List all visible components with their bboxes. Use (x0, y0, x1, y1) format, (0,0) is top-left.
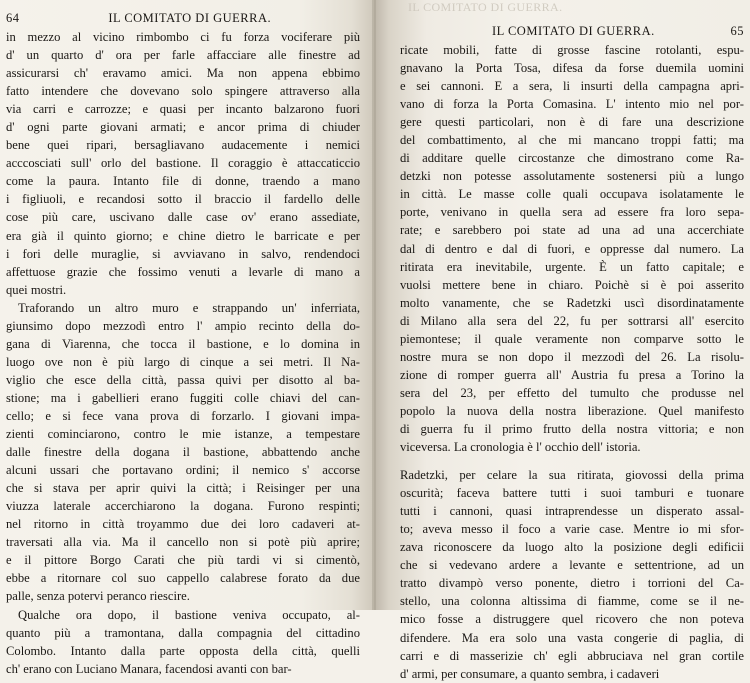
text-line: d' un quarto d' ora per farle affacciare alle finestre ad (6, 48, 360, 63)
text-line: ebbe a ritornare col suo cappello calabrese forato da due (6, 571, 360, 586)
text-line: fatto intendere che dovevano solo spingere attraverso alla (6, 84, 360, 99)
show-through-header: IL COMITATO DI GUERRA. (408, 0, 563, 14)
text-line: dal di dentro e dal di fuori, e oppresse dal numero. La (400, 241, 744, 256)
text-line: nostre mura se non dopo il mezzodì del 26. La risolu- (400, 349, 744, 364)
text-line: piemontese; il quale veramente non comparve sotto le (400, 331, 744, 346)
text-line: i fori delle muraglie, si avviavano in salvo, rendendoci (6, 246, 360, 261)
text-line: vuolsi mettere bene in chiaro. Poichè si è poi asserito (400, 277, 744, 292)
text-line: acccosciati sull' orlo del bastione. Il coraggio è attaccaticcio (6, 156, 360, 171)
text-line: alcuni ussari che portavano ordini; il nemico s' accorse (6, 463, 360, 478)
text-line: luogo ove non è più largo di cinque a sei metri. Il Na- (6, 354, 360, 369)
right-page-text (400, 41, 744, 683)
text-line: che si stava per aprir quivi la città; i Reisinger per una (6, 481, 360, 496)
text-line: Traforando un altro muro e strappando un' inferriata, (18, 300, 360, 315)
text-line: dalle finestre della dogana il bastione, abbattendo anche (6, 445, 360, 460)
text-line: di Milano alla sera del 22, fu per sottrarsi all' esercito (400, 313, 744, 328)
text-line: di additare quelle circostanze che dimostrano come Ra- (400, 151, 744, 166)
text-line: ch' erano con Luciano Manara, facendosi avanti con bar- (6, 661, 292, 676)
text-line: d' armi, per consumare, a quanto sembra, i cadaveri (400, 666, 660, 681)
text-line: tratto divampò verso ponente, dietro i torrioni del Ca- (400, 576, 744, 591)
text-line: assicurarsi ch' eravamo amici. Ma non appena ebbimo (6, 66, 360, 81)
text-line: oscurità; faceva battere tutti i suoi tamburi e tuonare (400, 486, 744, 501)
right-page-header (400, 24, 744, 41)
running-head-left: IL COMITATO DI GUERRA. (108, 11, 272, 25)
text-line: viceversa. La cronologia è l' occhio dell' istoria. (400, 440, 641, 455)
book-gutter (372, 0, 376, 610)
text-line: in mezzo al vicino rimbombo ci fu forza vociferare più (6, 30, 360, 44)
text-line: gnavano la Porta Tosa, difesa da forse duemila uomini (400, 61, 744, 76)
left-page-header (6, 11, 360, 28)
text-line: via carri e carrozze; e quasi per incanto balzarono fuori (6, 102, 360, 117)
text-line: zava riconoscere da luogo alto la posizione degli edificii (400, 540, 744, 555)
text-line: ritirata era inevitabile, urgente. È un fatto capitale; e (400, 259, 744, 274)
right-page (374, 0, 750, 681)
text-line: mico fosse a distruggere quel ricovero che non poteva (400, 612, 744, 627)
text-line: giunsimo dopo mezzodì entro l' ampio recinto della do- (6, 318, 360, 333)
text-line: cose più care, uscivano dalle case ov' erano assediate, (6, 210, 360, 225)
paragraph-gap (400, 456, 744, 466)
text-line: d' ogni parte giovani armati; e ancor prima di chiuder (6, 120, 360, 135)
text-line: to; aveva messo il foco a varie case. Mentre io mi sfor- (400, 522, 744, 537)
text-line: del combattimento, al che mi mancano troppi fatti; ma (400, 133, 744, 148)
text-line: tutti i cannoni, quasi intraprendesse un disperato assal- (400, 504, 744, 519)
text-line: porte, venivano in quella sera ad essere fra loro sepa- (400, 205, 744, 220)
text-line: popolo la nuova della nostra liberazione. Quel manifesto (400, 403, 744, 418)
text-line: zione di romper guerra all' Austria fu presa a Torino la (400, 367, 744, 382)
text-line: di guerra fu il primo frutto della nostra vittoria; e non (400, 421, 744, 436)
text-line: i figliuoli, e recandosi sotto il braccio il fardello delle (6, 192, 360, 207)
text-line: e sei cannoni. E a sera, li insurti della campagna apri- (400, 79, 744, 94)
text-line: Colombo. Intanto dalla parte opposta della città, quelli (6, 643, 360, 658)
text-line: viuzza laterale accerchiarono la dogana. Furono respinti; (6, 499, 360, 514)
text-line: cello; e si fece vana prova di forzarlo. I giovani impa- (6, 408, 360, 423)
text-line: rate; e sarebbero poi state ad una ad una accerchiate (400, 223, 744, 238)
text-line: ricate mobili, fatte di grosse fascine rotolanti, espu- (400, 43, 744, 57)
text-line: nel ritorno in città troyammo due dei loro cadaveri at- (6, 517, 360, 532)
text-line: detzki non potesse assolutamente sostenersi più a lungo (400, 169, 744, 184)
text-line: quanto più a tramontana, dalla compagnia del cittadino (6, 625, 360, 640)
text-line: carri e di masserizie ch' egli abbruciava nel gran cortile (400, 648, 744, 663)
page-number-left: 64 (6, 11, 20, 25)
left-page-text (6, 28, 360, 678)
text-line: palle, senza potervi peranco riescire. (6, 589, 190, 604)
text-line: che si vedevano ardere a levante e settentrione, ad un (400, 558, 744, 573)
page-number-right: 65 (730, 24, 744, 38)
text-line: traversati alla via. Ma il cancello non si potè più aprire; (6, 535, 360, 550)
text-line: bene quei ripari, bersagliavano audacemente i nemici (6, 138, 360, 153)
text-line: era già il quinto giorno; e chine dietro le barricate e per (6, 228, 360, 243)
text-line: affettuose grazie che fossimo venuti a levarle di mano a (6, 264, 360, 279)
text-line: molto vanamente, che se Radetzki uscì disordinatamente (400, 295, 744, 310)
text-line: gana di Viarenna, che tocca il bastione, e lo domina in (6, 336, 360, 351)
text-line: stello, una colonna altissima di fiamme, come se il ne- (400, 594, 744, 609)
text-line: quei mostri. (6, 282, 67, 297)
text-line: come la paura. Intanto file di donne, traendo a mano (6, 174, 360, 189)
text-line: sera del 23, per effetto del tumulto che produsse nel (400, 385, 744, 400)
left-page (0, 0, 374, 676)
text-line: viglio che esce della città, passa quivi per disotto al ba- (6, 372, 360, 387)
running-head-right: IL COMITATO DI GUERRA. (492, 24, 655, 38)
text-line: zienti cominciarono, contro le mie istanze, a tempestare (6, 427, 360, 442)
text-line: stione; ma i gabellieri erano fuggiti colle chiavi del can- (6, 390, 360, 405)
text-line: Radetzki, per celare la sua ritirata, giovossi della prima (400, 468, 744, 483)
text-line: e il pittore Borgo Carati che più tardi vi si cimentò, (6, 553, 360, 568)
text-line: difendere. Ma era solo una vasta congerie di paglia, di (400, 630, 744, 645)
text-line: Qualche ora dopo, il bastione veniva occupato, al- (18, 607, 360, 622)
text-line: gere questi particolari, non è di fare una descrizione (400, 115, 744, 130)
text-line: vano di forza la Porta Comasina. L' intento mio nel por- (400, 97, 744, 112)
text-line: in città. Le masse colle quali occupava isolatamente le (400, 187, 744, 202)
